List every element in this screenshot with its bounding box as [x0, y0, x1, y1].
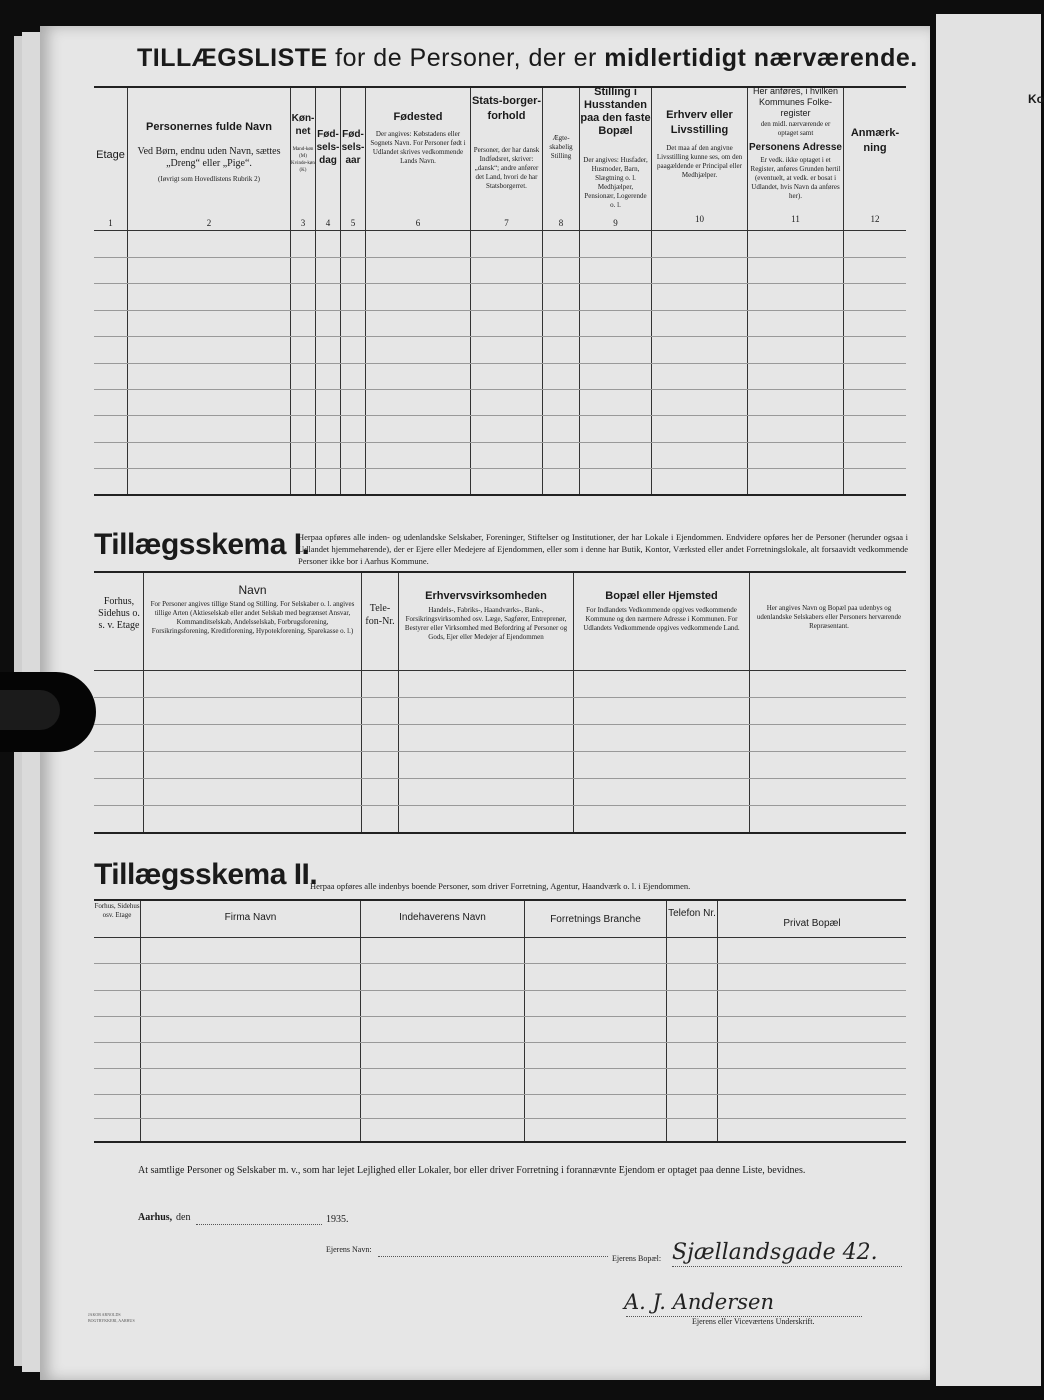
owner-name-line — [378, 1256, 608, 1257]
skema2-row-line — [94, 963, 906, 964]
skema2-bottom-rule — [94, 1141, 906, 1143]
skema1-col-line — [749, 573, 750, 832]
list-row-line — [94, 257, 906, 258]
skema2-col-floor: Forhus, Sidehus osv. Etage — [94, 902, 140, 919]
skema2-col-line — [717, 901, 718, 1141]
city-label: Aarhus, — [138, 1212, 173, 1223]
skema1-col-phone: Tele-fon-Nr. — [365, 603, 395, 627]
col-num: 9 — [613, 218, 618, 228]
signature-label: Ejerens eller Viceværtens Underskrift. — [692, 1317, 815, 1326]
col-num: 4 — [325, 218, 331, 228]
skema2-col-line — [666, 901, 667, 1141]
skema1-col-line — [143, 573, 144, 832]
list-col-line — [470, 88, 471, 494]
skema1-col-business-head: Erhvervsvirksomheden — [425, 590, 547, 602]
skema1-bottom-rule — [94, 832, 906, 834]
col-household-note: Der angives: Husfader, Husmoder, Barn, Slægtning o. l. Medhjælper, Pensionær, Logerende o. l. — [583, 156, 648, 209]
col-household-head: Stilling i Husstanden paa den faste Bopæl — [580, 86, 651, 137]
col-num: 7 — [504, 218, 509, 228]
date-label: den — [176, 1212, 191, 1223]
col-birthplace-note: Der angives: Købstadens eller Sognets Navn. For Personer født i Udlandet skrives vedkommende Lands Navn. — [370, 130, 466, 165]
skema1-intro: Herpaa opføres alle inden- og udenlandske Selskaber, Foreninger, Stiftelser og Institutioner, der har Lokale i Ejendommen. Endvidere opføres her de Personer (herunder ogsaa i Udlandet hjemmehørende), der er Ejere eller Medejere af Ejendommen, eller som i denne har Butik, Kontor, Værksted eller andet Forretningslokale, alt forsaavidt vedkommende Personer ikke bor i Aarhus Kommune. — [298, 532, 908, 566]
list-row-line — [94, 283, 906, 284]
list-row-line — [94, 363, 906, 364]
skema1-col-line — [573, 573, 574, 832]
col-register-note2: Er vedk. ikke optaget i et Register, anføres Grunden hertil (eventuelt, at vedk. er bosat i Udlandet, hvis Navn da anføres her). — [750, 156, 841, 200]
col-num: 10 — [695, 214, 704, 224]
skema1-col-residence-note: For Indlandets Vedkommende opgives vedkommende Kommune og den nærmere Adresse i Kommunen. For Udlandets Vedkommende opgives vedkommende Land. — [583, 606, 740, 632]
skema1-col-line — [398, 573, 399, 832]
skema2-col-line — [524, 901, 525, 1141]
col-citizenship-note: Personer, der har dansk Indfødsret, skriver: „dansk“; andre anfører det Land, hvori de har Statsborgerret. — [473, 146, 540, 190]
skema2-col-address: Privat Bopæl — [783, 918, 841, 929]
list-col-line — [651, 88, 652, 494]
owner-address-label: Ejerens Bopæl: — [612, 1254, 662, 1263]
owner-address-handwriting: Sjællandsgade 42. — [672, 1240, 878, 1265]
col-citizenship-head: Stats-borger-forhold — [471, 95, 542, 122]
skema2-intro: Herpaa opføres alle indenbys boende Personer, som driver Forretning, Agentur, Haandværk o. l. i Ejendommen. — [310, 881, 691, 891]
col-register-head: Her anføres, i hvilken Kommunes Folke-register — [752, 86, 839, 118]
col-num: 8 — [558, 218, 564, 228]
col-occupation-note: Det maa af den angivne Livsstilling kunne ses, om den paagældende er Principal eller Medhjælper. — [656, 144, 743, 179]
col-name-note: Ved Børn, endnu uden Navn, sættes „Dreng“ eller „Pige“. — [137, 146, 281, 169]
skema1-col-residence-head: Bopæl eller Hjemsted — [605, 590, 718, 602]
col-name-note2: (Iøvrigt som Hovedlistens Rubrik 2) — [158, 175, 260, 183]
skema2-row-line — [94, 1042, 906, 1043]
skema1-col-business-note: Handels-, Fabriks-, Haandværks-, Bank-, Forsikringsvirksomhed osv. Læge, Sagfører, Entreprenør, Bestyrer eller Virksomhed med Befordring af Personer og Gods, Ejer eller Medejer af Ejendommen — [404, 606, 568, 641]
list-header-rule — [94, 230, 906, 231]
col-num: 2 — [206, 218, 212, 228]
skema1-row-line — [94, 751, 906, 752]
col-num: 6 — [415, 218, 421, 228]
year-label: 1935. — [326, 1214, 349, 1225]
col-num: 3 — [300, 218, 306, 228]
attestation-statement: At samtlige Personer og Selskaber m. v., som har lejet Lejlighed eller Lokaler, bor eller driver Forretning i forannævnte Ejendom er optaget paa denne Liste, bevidnes. — [138, 1165, 806, 1176]
skema1-row-line — [94, 697, 906, 698]
list-col-line — [579, 88, 580, 494]
col-sex-note: Mand-køn (M) Kvinde-køn (K) — [291, 147, 315, 173]
facing-page — [936, 14, 1044, 1386]
skema2-row-line — [94, 990, 906, 991]
skema2-row-line — [94, 1118, 906, 1119]
skema2-top-rule — [94, 899, 906, 901]
facing-page-text: Ko — [1028, 92, 1044, 106]
skema1-header-rule — [94, 670, 906, 671]
col-address-head: Personens Adresse — [748, 142, 842, 153]
skema1-row-line — [94, 805, 906, 806]
col-num: 11 — [791, 214, 800, 224]
col-etage-head: Etage — [96, 149, 125, 161]
date-dotted-line — [196, 1224, 322, 1225]
signature-handwriting: A. J. Andersen — [624, 1290, 774, 1314]
list-row-line — [94, 468, 906, 469]
skema1-title: Tillægsskema I. — [94, 528, 310, 561]
list-col-line — [365, 88, 366, 494]
skema1-row-line — [94, 778, 906, 779]
list-title: TILLÆGSLISTE for de Personer, der er midlertidigt nærværende. — [137, 44, 918, 72]
owner-address-line — [672, 1266, 902, 1267]
skema1-col-name-head: Navn — [238, 583, 267, 597]
skema2-row-line — [94, 1068, 906, 1069]
list-row-line — [94, 442, 906, 443]
col-register-note: den midl. nærværende er optaget samt — [760, 120, 831, 137]
skema1-col-name-note: For Personer angives tillige Stand og Stilling. For Selskaber o. l. angives tillige Arten (Aktieselskab eller andet Selskab med begrænset Ansvar, Kommanditselskab, Andelsselskab, Forbrugsforening, Forsikringsforening, Kreditforening, Hypotekforening, Sparekasse o. l.) — [150, 600, 355, 635]
skema2-col-line — [140, 901, 141, 1141]
skema2-header-rule — [94, 937, 906, 938]
col-birthplace-head: Fødested — [393, 111, 443, 123]
list-row-line — [94, 310, 906, 311]
skema2-col-line — [360, 901, 361, 1141]
skema1-row-line — [94, 724, 906, 725]
skema2-col-branch: Forretnings Branche — [550, 914, 641, 925]
col-marital-head: Ægte-skabelig Stilling — [549, 134, 573, 160]
col-occupation-head: Erhverv eller Livsstilling — [666, 109, 733, 136]
col-birthday-head: Fød-sels-dag — [316, 129, 340, 166]
list-col-line — [127, 88, 128, 494]
col-num: 1 — [108, 218, 113, 228]
list-row-line — [94, 389, 906, 390]
skema1-col-floor: Forhus, Sidehus o. s. v. Etage — [98, 596, 140, 631]
skema1-col-representative-note: Her angives Navn og Bopæl paa udenbys og udenlandske Selskabers eller Personers herværende Repræsentant. — [756, 604, 902, 630]
col-remarks-head: Anmærk-ning — [850, 127, 900, 154]
col-sex-head: Køn-net — [291, 113, 315, 137]
binding-tab-inner — [0, 690, 60, 730]
list-bottom-rule — [94, 494, 906, 496]
col-birthyear-head: Fød-sels-aar — [341, 129, 365, 166]
skema2-row-line — [94, 1094, 906, 1095]
col-num: 12 — [870, 214, 880, 224]
owner-name-label: Ejerens Navn: — [326, 1245, 372, 1254]
list-row-line — [94, 415, 906, 416]
col-num: 5 — [350, 218, 356, 228]
skema2-col-phone: Telefon Nr. — [668, 908, 716, 919]
printer-imprint: JAKOB ARNOLDS BOGTRYKKERI, AARHUS — [88, 1312, 135, 1323]
skema2-row-line — [94, 1016, 906, 1017]
skema2-col-owner: Indehaverens Navn — [399, 912, 486, 923]
skema2-title: Tillægsskema II. — [94, 858, 318, 891]
col-name-head: Personernes fulde Navn — [146, 121, 272, 133]
skema2-col-firm: Firma Navn — [224, 912, 277, 923]
list-row-line — [94, 336, 906, 337]
skema1-top-rule — [94, 571, 906, 573]
